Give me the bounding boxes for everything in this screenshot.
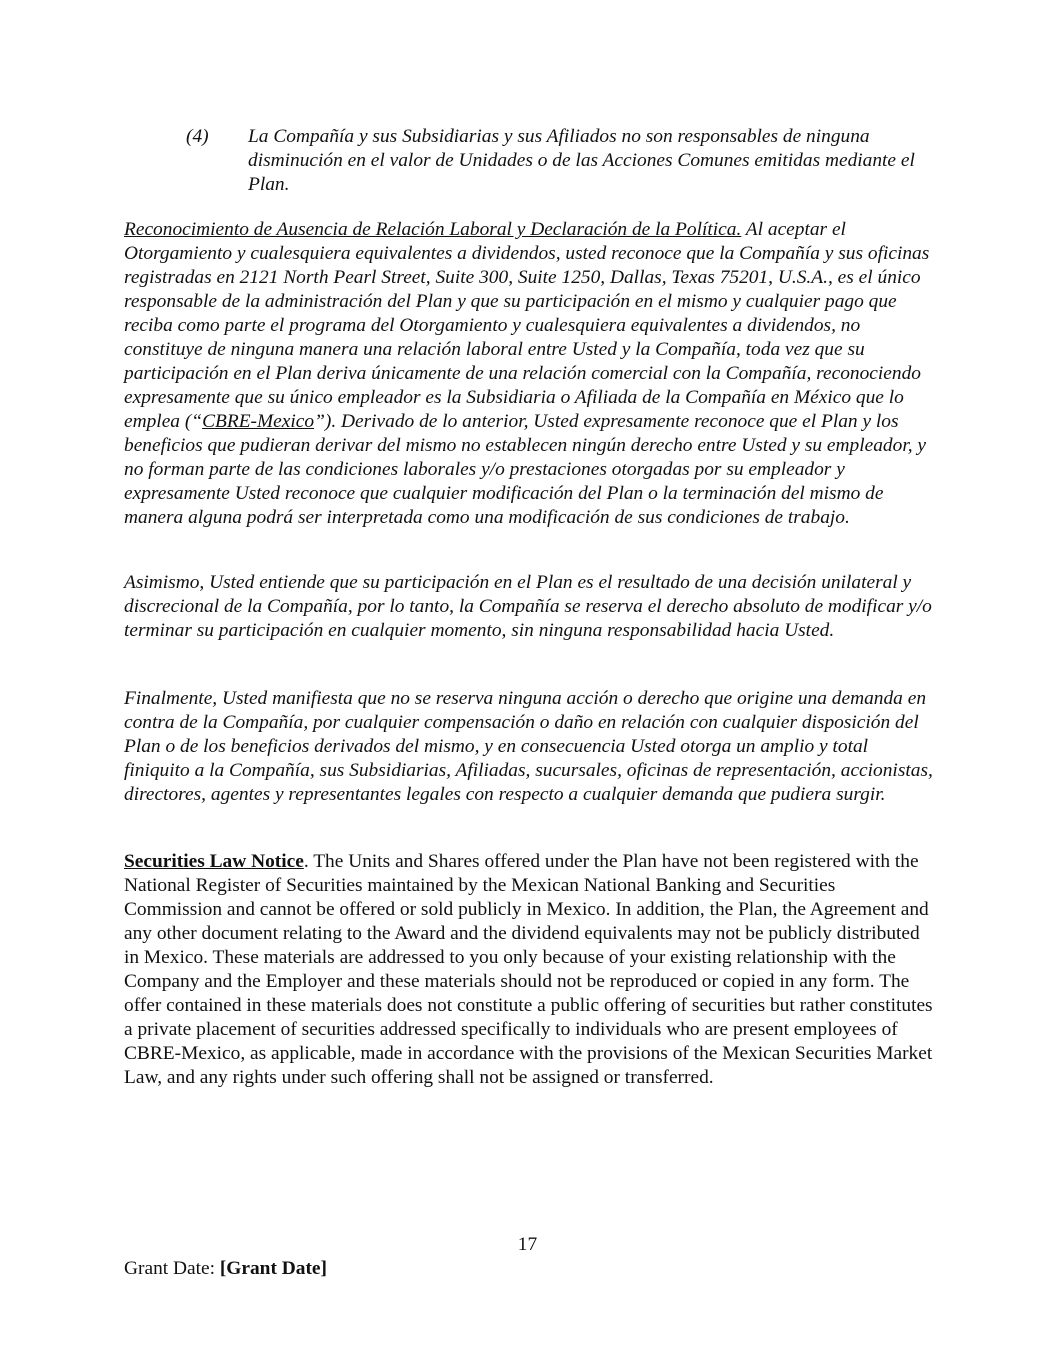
paragraph-heading: Securities Law Notice (124, 851, 304, 872)
paragraph-body-part-b: ”). Derivado de lo anterior, Usted expresamente reconoce que el Plan y los beneficios que pudieran derivar del mismo no establecen ningún derecho entre Usted y su empleador, y no forman parte de las condiciones laborales y/o prestaciones otorgadas por su empleador y expresamente Usted reconoce que cualquier modificación del Plan o la terminación del mismo de manera alguna podrá ser interpretada como una modificación de sus condiciones de trabajo. (124, 411, 927, 528)
grant-date-value: [Grant Date] (219, 1258, 327, 1279)
paragraph-employment-acknowledgment (124, 218, 936, 530)
list-item-text: La Compañía y sus Subsidiarias y sus Afiliados no son responsables de ninguna disminución en el valor de Unidades o de las Acciones Comunes emitidas mediante el Plan. (248, 126, 915, 195)
paragraph-unilateral-decision: Asimismo, Usted entiende que su participación en el Plan es el resultado de una decisión unilateral y discrecional de la Compañía, por lo tanto, la Compañía se reserva el derecho absoluto de modificar y/o terminar su participación en cualquier momento, sin ninguna responsabilidad hacia Usted. (124, 572, 932, 641)
list-item-4 (186, 125, 946, 197)
paragraph-heading: Reconocimiento de Ausencia de Relación Laboral y Declaración de la Política. (124, 219, 742, 240)
paragraph-body-part-a: Al aceptar el Otorgamiento y cualesquiera equivalentes a dividendos, usted reconoce que la Compañía y sus oficinas registradas en 2121 North Pearl Street, Suite 300, Suite 1250, Dallas, Texas 75201, U.S.A., es el único responsable de la administración del Plan y que su participación en el mismo y cualquier pago que reciba como parte el programa del Otorgamiento y cualesquiera equivalentes a dividendos, no constituye de ninguna manera una relación laboral entre Usted y la Compañía, toda vez que su participación en el Plan deriva únicamente de una relación comercial con la Compañía, reconociendo expresamente que su único empleador es la Subsidiaria o Afiliada de la Compañía en México que lo emplea (“ (124, 219, 930, 432)
paragraph-body: . The Units and Shares offered under the Plan have not been registered with the National Register of Securities maintained by the Mexican National Banking and Securities Commission and cannot be offered or sold publicly in Mexico. In addition, the Plan, the Agreement and any other document relating to the Award and the dividend equivalents may not be publicly distributed in Mexico. These materials are addressed to you only because of your existing relationship with the Company and the Employer and these materials should not be reproduced or copied in any form. The offer contained in these materials does not constitute a public offering of securities but rather constitutes a private placement of securities addressed specifically to individuals who are present employees of CBRE-Mexico, as applicable, made in accordance with the provisions of the Mexican Securities Market Law, and any rights under such offering shall not be assigned or transferred. (124, 851, 933, 1088)
list-item-number: (4) (186, 126, 209, 147)
defined-term: CBRE-Mexico (202, 411, 315, 432)
paragraph-release: Finalmente, Usted manifiesta que no se reserva ninguna acción o derecho que origine una demanda en contra de la Compañía, por cualquier compensación o daño en relación con cualquier disposición del Plan o de los beneficios derivados del mismo, y en consecuencia Usted otorga un amplio y total finiquito a la Compañía, sus Subsidiarias, Afiliadas, sucursales, oficinas de representación, accionistas, directores, agentes y representantes legales con respecto a cualquier demanda que pudiera surgir. (124, 688, 933, 805)
page-number: 17 (517, 1234, 538, 1255)
grant-date-label: Grant Date: (124, 1258, 220, 1279)
grant-date-line (124, 1257, 327, 1281)
paragraph-securities-law-notice (124, 850, 936, 1090)
